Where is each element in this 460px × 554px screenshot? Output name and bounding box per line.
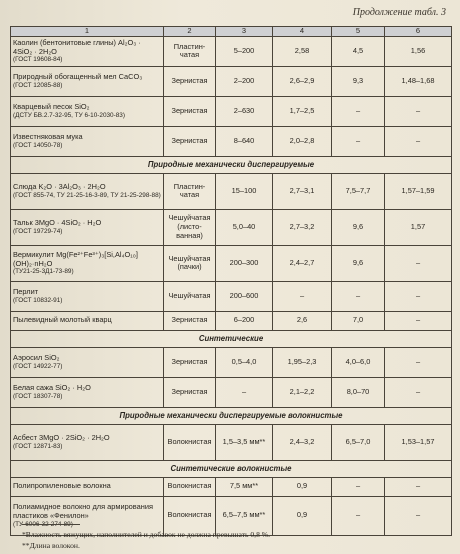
col-header-4: 4 (273, 27, 332, 37)
material-name: Асбест 3MgO · 2SiO₂ · 2H₂O (13, 433, 110, 443)
value-cell-c2: Зернистая (164, 347, 216, 377)
value-cell-c4: 2,7–3,1 (273, 173, 332, 209)
material-cell (11, 347, 164, 377)
value-cell-c6: 1,48–1,68 (385, 66, 452, 96)
value-cell-c6: – (385, 126, 452, 156)
material-name: Белая сажа SiO₂ · H₂O (13, 383, 91, 393)
value-cell-c6: – (385, 347, 452, 377)
value-cell-c6: – (385, 96, 452, 126)
value-cell-c5: – (332, 96, 385, 126)
section-title: Природные механически диспергируемые (11, 156, 452, 173)
value-cell-c6: – (385, 311, 452, 330)
material-name: Известняковая мука (13, 132, 83, 142)
value-cell-c3: 7,5 мм** (216, 477, 273, 496)
value-cell-c5: 4,0–6,0 (332, 347, 385, 377)
material-cell (11, 36, 164, 66)
table-row (11, 96, 452, 126)
col-header-5: 5 (332, 27, 385, 37)
value-cell-c6: – (385, 477, 452, 496)
value-cell-c3: 200–600 (216, 281, 273, 311)
value-cell-c5: – (332, 126, 385, 156)
value-cell-c2: Пластин-чатая (164, 36, 216, 66)
material-standard: (ГОСТ 19608-84) (13, 56, 63, 64)
footnote-moisture: *Влажность вяжущих, наполнителей и добавок не должна превышать 0,8 %. (22, 530, 270, 539)
value-cell-c2: Зернистая (164, 96, 216, 126)
material-cell (11, 245, 164, 281)
section-header-row (11, 460, 452, 477)
footnote-fiber-length: **Длина волокон. (22, 541, 80, 550)
value-cell-c6: – (385, 496, 452, 535)
value-cell-c5: 9,6 (332, 245, 385, 281)
table-row (11, 36, 452, 66)
value-cell-c4: 0,9 (273, 496, 332, 535)
material-name: Полиамидное волокно для армирования пластиков «Фенилон» (13, 502, 153, 521)
material-standard: (ГОСТ 855-74, ТУ 21-25-16-3-89, ТУ 21-25-298-88) (13, 191, 161, 199)
material-name: Слюда K₂O · 3Al₂O₃ · 2H₂O (13, 182, 106, 192)
value-cell-c4: 2,7–3,2 (273, 209, 332, 245)
material-name: Природный обогащенный мел CaCO₃ (13, 72, 143, 82)
material-cell (11, 66, 164, 96)
value-cell-c2: Пластин-чатая (164, 173, 216, 209)
value-cell-c2: Зернистая (164, 311, 216, 330)
col-header-2: 2 (164, 27, 216, 37)
table-row (11, 311, 452, 330)
value-cell-c4: 0,9 (273, 477, 332, 496)
value-cell-c2: Волокнистая (164, 477, 216, 496)
value-cell-c5: 7,0 (332, 311, 385, 330)
material-name: Полипропиленовые волокна (13, 481, 111, 491)
col-header-3: 3 (216, 27, 273, 37)
value-cell-c3: 0,5–4,0 (216, 347, 273, 377)
col-header-1: 1 (11, 27, 164, 37)
material-cell (11, 173, 164, 209)
material-standard: (ГОСТ 10832-91) (13, 296, 63, 304)
footnote-rule (22, 524, 80, 525)
value-cell-c4: 2,58 (273, 36, 332, 66)
section-title: Синтетические (11, 330, 452, 347)
value-cell-c2: Чешуйчатая (пачки) (164, 245, 216, 281)
value-cell-c2: Зернистая (164, 126, 216, 156)
value-cell-c5: 9,6 (332, 209, 385, 245)
value-cell-c3: 6,5–7,5 мм** (216, 496, 273, 535)
material-standard: (ГОСТ 18307-78) (13, 392, 63, 400)
value-cell-c6: – (385, 281, 452, 311)
value-cell-c6: 1,57–1,59 (385, 173, 452, 209)
value-cell-c3: 2–200 (216, 66, 273, 96)
material-name: Тальк 3MgO · 4SiO₂ · H₂O (13, 218, 102, 228)
value-cell-c3: 5–200 (216, 36, 273, 66)
material-name: Кварцевый песок SiO₂ (13, 102, 90, 112)
value-cell-c3: 200–300 (216, 245, 273, 281)
material-standard: (ГОСТ 14050-78) (13, 141, 63, 149)
table-row (11, 347, 452, 377)
section-header-row (11, 156, 452, 173)
material-name: Пылевидный молотый кварц (13, 315, 112, 325)
value-cell-c2: Зернистая (164, 377, 216, 407)
value-cell-c5: 6,5–7,0 (332, 424, 385, 460)
material-cell (11, 281, 164, 311)
material-standard: (ГОСТ 12871-83) (13, 442, 63, 450)
material-name: Каолин (бентонитовые глины) Al₂O₃ · 4SiO₂ · 2H₂O (13, 37, 141, 56)
value-cell-c6: 1,57 (385, 209, 452, 245)
table-row (11, 424, 452, 460)
material-standard: (ГОСТ 14922-77) (13, 362, 63, 370)
table-row (11, 377, 452, 407)
section-header-row (11, 407, 452, 424)
value-cell-c5: 9,3 (332, 66, 385, 96)
value-cell-c3: 2–630 (216, 96, 273, 126)
material-standard: (ГОСТ 19729-74) (13, 227, 63, 235)
section-title: Синтетические волокнистые (11, 460, 452, 477)
properties-table (10, 26, 452, 536)
value-cell-c4: 2,0–2,8 (273, 126, 332, 156)
value-cell-c6: – (385, 377, 452, 407)
material-cell (11, 209, 164, 245)
material-standard: (ГОСТ 12085-88) (13, 81, 63, 89)
table-row (11, 281, 452, 311)
material-cell (11, 424, 164, 460)
material-name: Перлит (13, 287, 39, 297)
value-cell-c4: 2,6 (273, 311, 332, 330)
value-cell-c5: 4,5 (332, 36, 385, 66)
material-standard: (ДСТУ БВ.2.7-32-95, ТУ 6-10-2030-83) (13, 111, 125, 119)
table-row (11, 66, 452, 96)
table-row (11, 173, 452, 209)
value-cell-c6: – (385, 245, 452, 281)
value-cell-c5: – (332, 496, 385, 535)
value-cell-c5: – (332, 281, 385, 311)
value-cell-c5: – (332, 477, 385, 496)
table-body (11, 36, 452, 535)
material-cell (11, 377, 164, 407)
value-cell-c6: 1,56 (385, 36, 452, 66)
material-standard: (ТУ21-25-3Д1-73-89) (13, 268, 74, 276)
table-row (11, 126, 452, 156)
table-row (11, 477, 452, 496)
column-number-row (11, 27, 452, 37)
value-cell-c3: 8–640 (216, 126, 273, 156)
value-cell-c2: Волокнистая (164, 496, 216, 535)
material-standard: (ТУ-6006-32-274-89) (13, 520, 73, 528)
value-cell-c4: 2,6–2,9 (273, 66, 332, 96)
value-cell-c6: 1,53–1,57 (385, 424, 452, 460)
material-name: Вермикулит Mg(Fe²⁺Fe³⁺)₃[Si,Al₄O₁₀](OH)₂·nH₂O (13, 249, 138, 268)
material-cell (11, 311, 164, 330)
value-cell-c4: 1,7–2,5 (273, 96, 332, 126)
table-row (11, 209, 452, 245)
section-header-row (11, 330, 452, 347)
material-cell (11, 477, 164, 496)
section-title: Природные механически диспергируемые волокнистые (11, 407, 452, 424)
material-cell (11, 96, 164, 126)
value-cell-c4: 2,1–2,2 (273, 377, 332, 407)
value-cell-c2: Волокнистая (164, 424, 216, 460)
value-cell-c4: 2,4–2,7 (273, 245, 332, 281)
value-cell-c3: 1,5–3,5 мм** (216, 424, 273, 460)
value-cell-c2: Чешуйчатая (листо-ванная) (164, 209, 216, 245)
value-cell-c5: 8,0–70 (332, 377, 385, 407)
material-cell (11, 126, 164, 156)
value-cell-c4: 2,4–3,2 (273, 424, 332, 460)
value-cell-c4: 1,95–2,3 (273, 347, 332, 377)
value-cell-c5: 7,5–7,7 (332, 173, 385, 209)
table-caption: Продолжение табл. 3 (352, 7, 446, 18)
col-header-6: 6 (385, 27, 452, 37)
value-cell-c3: 6–200 (216, 311, 273, 330)
value-cell-c2: Зернистая (164, 66, 216, 96)
value-cell-c4: – (273, 281, 332, 311)
table-row (11, 245, 452, 281)
material-name: Аэросил SiO₂ (13, 353, 60, 363)
value-cell-c3: 5,0–40 (216, 209, 273, 245)
value-cell-c2: Чешуйчатая (164, 281, 216, 311)
value-cell-c3: 15–100 (216, 173, 273, 209)
value-cell-c3: – (216, 377, 273, 407)
